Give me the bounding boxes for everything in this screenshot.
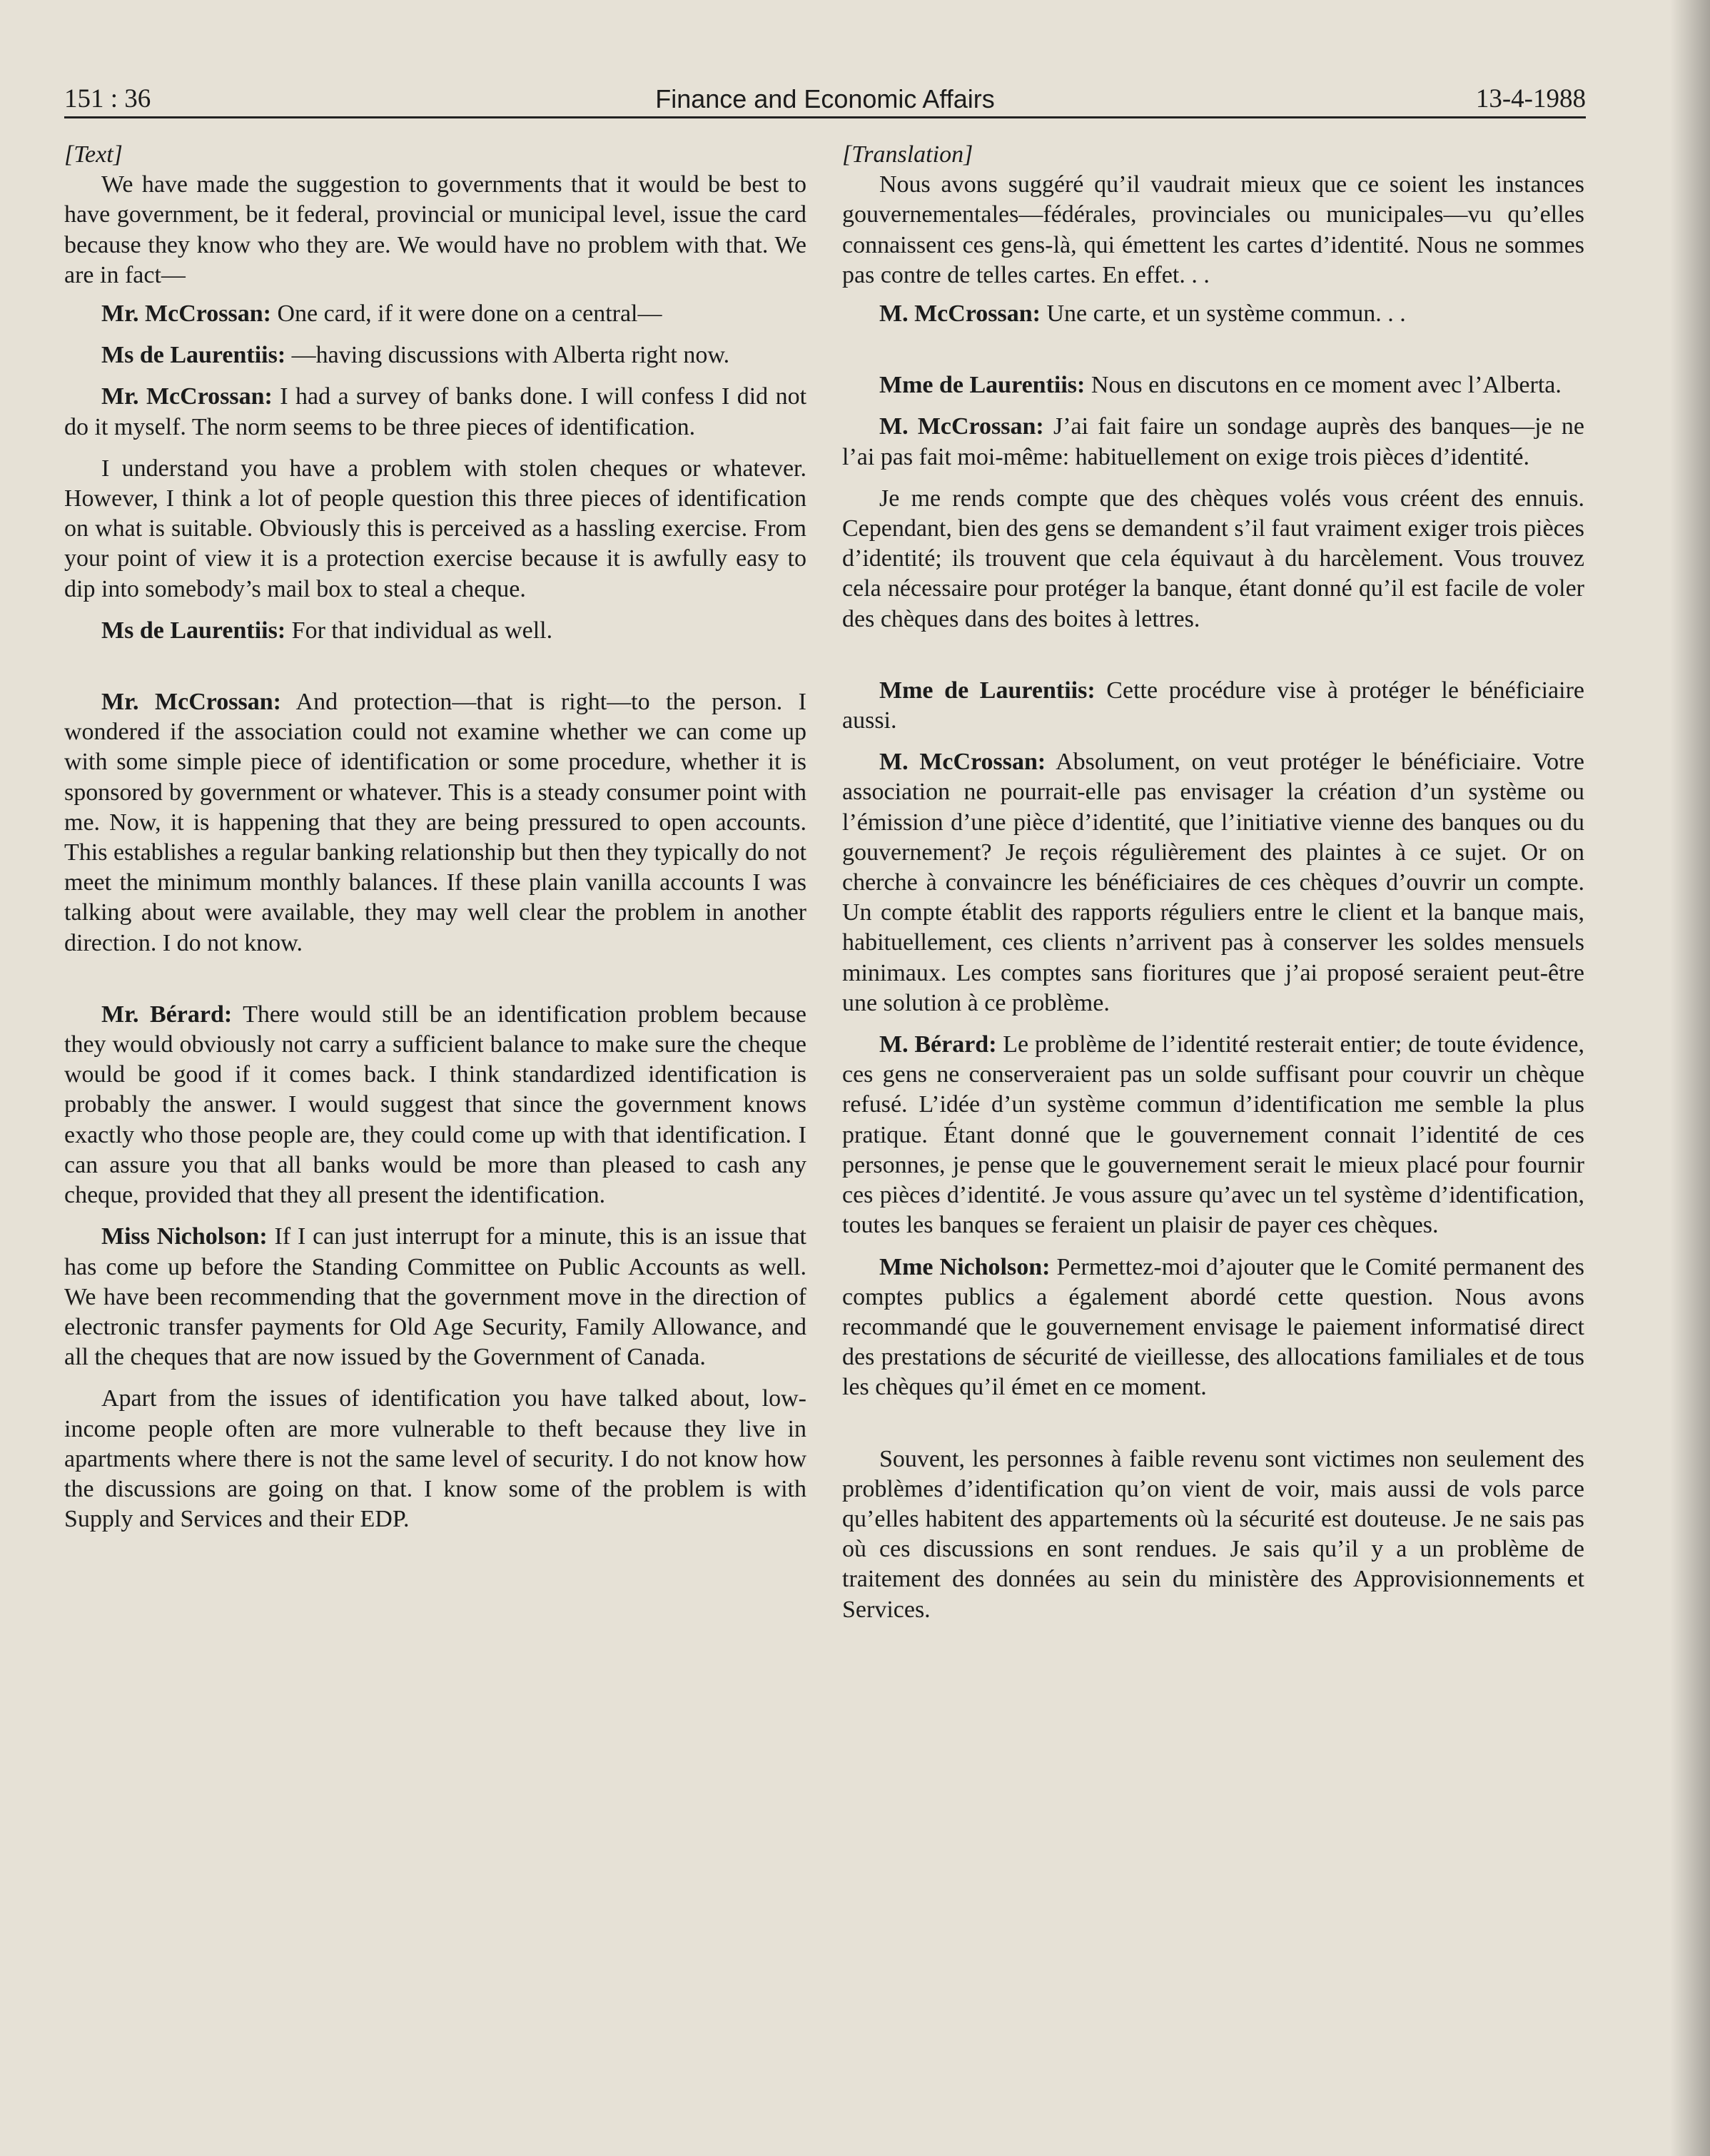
paragraph: Nous avons suggéré qu’il vaudrait mieux que ce soient les instances gouvernementales—fédérales, provinciales ou municipales—vu qu’elles connaissent ces gens-là, qui émettent les cartes d’identité. Nous ne sommes pas contre de telles cartes. En effet. . . [842, 171, 1584, 288]
speaker-name: M. Bérard: [879, 1031, 997, 1058]
page-edge-shadow [1670, 0, 1710, 2156]
speaker-name: M. McCrossan: [879, 749, 1046, 776]
speech-text: For that individual as well. [285, 617, 553, 644]
speech-text: If I can just interrupt for a minute, this is an issue that has come up before the Standing Committee on Public Accounts as well. We have been recommending that the government move in the direction of electronic transfer payments for Old Age Security, Family Allowance, and all the cheques that are now issued by the Government of Canada. [64, 1223, 806, 1371]
speech-paragraph [842, 412, 1584, 472]
speech-text: —having discussions with Alberta right now. [285, 342, 730, 369]
paragraph: We have made the suggestion to governments that it would be best to have government, be it federal, provincial or municipal level, issue the card because they know who they are. We would have no problem with that. We are in fact— [64, 171, 806, 288]
english-column [64, 140, 806, 2110]
speech-text: There would still be an identification problem because they would obviously not carry a sufficient balance to make sure the cheque would be good if it comes back. I think standardized identification is probably the answer. I would suggest that since the government knows exactly who those people are, they could come up with that identification. I can assure you that all banks would be more than pleased to cash any cheque, provided that they all present the identification. [64, 1001, 806, 1209]
paragraph: Apart from the issues of identification you have talked about, low-income people often are more vulnerable to theft because they live in apartments where there is not the same level of security. I do not know how the discussions are going on that. I know some of the problem is with Supply and Services and their EDP. [64, 1385, 806, 1533]
speech-paragraph [64, 1222, 806, 1372]
page-header [64, 83, 1586, 119]
speaker-name: Mme de Laurentiis: [879, 677, 1096, 704]
speech-text: Cette procédure vise à protéger le bénéficiaire aussi. [842, 677, 1585, 734]
speech-text: J’ai fait faire un sondage auprès des banques—je ne l’ai pas fait moi-même: habituellement on exige trois pièces d’identité. [842, 413, 1584, 470]
speaker-name: M. McCrossan: [879, 413, 1044, 440]
speech-text: Nous en discutons en ce moment avec l’Alberta. [1085, 372, 1562, 399]
speaker-name: Mme de Laurentiis: [879, 372, 1086, 399]
speaker-name: Mr. McCrossan: [101, 300, 271, 328]
header-rule [64, 116, 1586, 118]
speech-paragraph [64, 616, 806, 646]
speaker-name: M. McCrossan: [879, 300, 1041, 328]
running-title: Finance and Economic Affairs [655, 84, 995, 113]
french-column [842, 140, 1584, 2110]
header-date: 13-4-1988 [1475, 84, 1586, 113]
speaker-name: Mme Nicholson: [879, 1253, 1051, 1280]
speech-text: Le problème de l’identité resterait entier; de toute évidence, ces gens ne conserveraient pas un solde suffisant pour couvrir un chèque refusé. L’idée d’un système commun d’identification me semble la plus pratique. Étant donné que le gouvernement connait l’identité de ces personnes, je pense que le gouvernement serait le mieux placé pour fournir ces pièces d’identité. Je vous assure qu’avec un tel système d’identification, toutes les banques se feraient un plaisir de payer ces chèques. [842, 1031, 1584, 1239]
speaker-name: Mr. McCrossan: [101, 383, 273, 410]
paragraph: I understand you have a problem with stolen cheques or whatever. However, I think a lot of people question this three pieces of identification on what is suitable. Obviously this is perceived as a hassling exercise. From your point of view it is a protection exercise because it is awfully easy to dip into somebody’s mail box to steal a cheque. [64, 455, 806, 602]
speaker-name: Mr. McCrossan: [101, 689, 281, 716]
section-tag: [Text] [64, 141, 123, 168]
page-number: 151 : 36 [64, 84, 151, 113]
speaker-name: Miss Nicholson: [101, 1223, 268, 1250]
speech-text: Une carte, et un système commun. . . [1041, 300, 1406, 328]
speech-paragraph [842, 299, 1584, 329]
speech-paragraph [842, 747, 1584, 1018]
paragraph: Souvent, les personnes à faible revenu sont victimes non seulement des problèmes d’identification qu’on vient de voir, mais aussi de vols parce qu’elles habitent des appartements où la sécurité est douteuse. Je ne sais pas où ces discussions en sont rendues. Je sais qu’il y a un problème de traitement des données au sein du ministère des Approvisionnements et Services. [842, 1445, 1584, 1623]
speech-paragraph [64, 340, 806, 370]
speech-paragraph [842, 1030, 1584, 1240]
speech-paragraph [842, 1252, 1584, 1403]
speech-paragraph [842, 370, 1584, 400]
speech-text: I had a survey of banks done. I will confess I did not do it myself. The norm seems to be three pieces of identification. [64, 383, 807, 440]
speaker-name: Ms de Laurentiis: [101, 342, 286, 369]
speech-paragraph [64, 1000, 806, 1210]
speech-text: Absolument, on veut protéger le bénéficiaire. Votre association ne pourrait-elle pas envisager la création d’un système ou l’émission d’une pièce d’identité, que l’initiative vienne des banques ou du gouvernement? Je reçois régulièrement des plaintes à ce sujet. Or on cherche à convaincre les bénéficiaires de ces chèques d’ouvrir un compte. Un compte établit des rapports réguliers entre le client et la banque mais, habituellement, ces clients n’arrivent pas à conserver les soldes mensuels minimaux. Les comptes sans fioritures que j’ai proposé seraient peut-être une solution à ce problème. [842, 749, 1584, 1016]
speaker-name: Ms de Laurentiis: [101, 617, 286, 644]
speech-paragraph [842, 676, 1584, 736]
speaker-name: Mr. Bérard: [101, 1001, 233, 1028]
speech-text: And protection—that is right—to the person. I wondered if the association could not examine whether we can come up with some simple piece of identification or some procedure, whether it is sponsored by government or whatever. This is a steady consumer point with me. Now, it is happening that they are being pressured to open accounts. This establishes a regular banking relationship but then they typically do not meet the minimum monthly balances. If these plain vanilla accounts I was talking about were available, they may well clear the problem in another direction. I do not know. [64, 689, 806, 956]
speech-paragraph [64, 299, 806, 329]
speech-paragraph [64, 382, 806, 442]
speech-text: One card, if it were done on a central— [270, 300, 662, 328]
paragraph: Je me rends compte que des chèques volés vous créent des ennuis. Cependant, bien des gens se demandent s’il faut vraiment exiger trois pièces d’identité; ils trouvent que cela équivaut à du harcèlement. Vous trouvez cela nécessaire pour protéger la banque, étant donné qu’il est facile de voler des chèques dans des boites à lettres. [842, 485, 1584, 632]
speech-text: Permettez-moi d’ajouter que le Comité permanent des comptes publics a également abordé cette question. Nous avons recommandé que le gouvernement envisage le paiement informatisé direct des prestations de sécurité de vieillesse, des allocations familiales et de tous les chèques qu’il émet en ce moment. [842, 1253, 1584, 1401]
section-tag: [Translation] [842, 141, 973, 168]
speech-paragraph [64, 687, 806, 958]
